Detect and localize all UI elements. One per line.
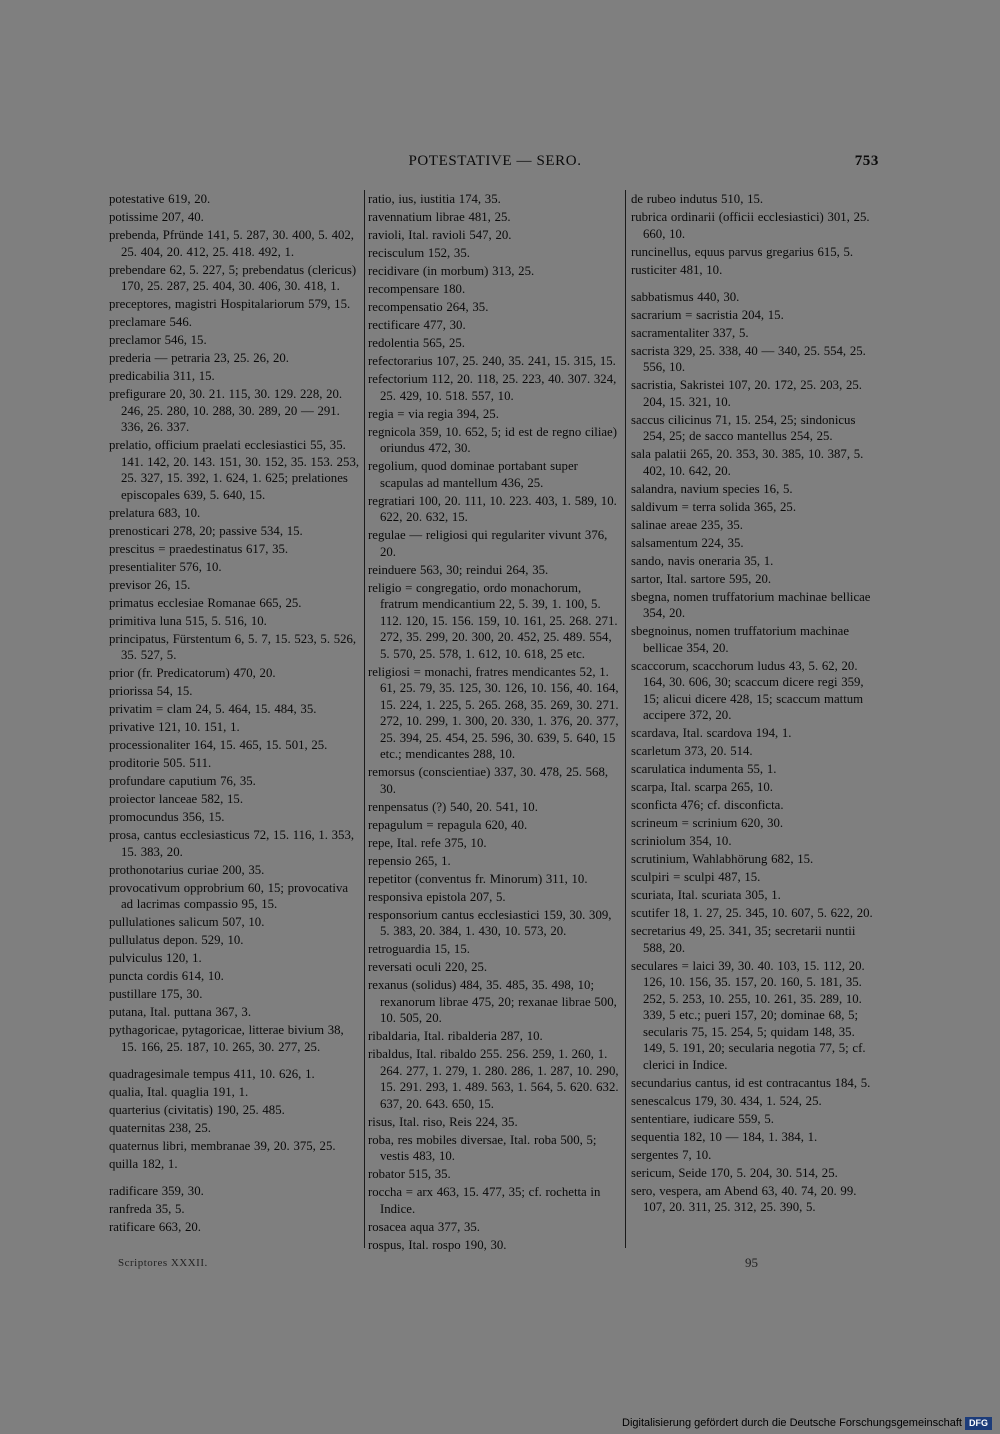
index-entry: recompensatio 264, 35. xyxy=(368,300,489,314)
index-entry: robator 515, 35. xyxy=(368,1167,451,1181)
index-entry: pullulationes salicum 507, 10. xyxy=(109,915,265,929)
index-entry: repensio 265, 1. xyxy=(368,853,451,868)
index-entry: religiosi = monachi, fratres mendicantes 52, 1. 61, 25. 79, 35. 125, 30. 126, 10. 156, 40. 164, 15. 224, 1. 225, 5. 265. 268, 35. 269, 30. 271. 272, 10. 299, 1. 300, 20. 330, 1. 376, 20. 377, 25. 394, 25. 454, 25. 596, 30. 639, 5. 640, 15 etc.; mendicantes 288, 10. xyxy=(368,664,619,761)
index-entry: sericum, Seide 170, 5. 204, 30. 514, 25. xyxy=(631,1165,838,1180)
index-entry: seculares = laici 39, 30. 40. 103, 15. 112, 20. 126, 10. 156, 35. 157, 20. 160, 5. 181, 35. 252, 5. 253, 10. 255, 10. 261, 35. 289, 10. 339, 5 etc.; pueri 157, 20; dominae 68, 5; secularis 75, 15. 254, 5; quidam 148, 35. 149, 5. 191, 20; secularia negotia 77, 5; cf. clerici in Indice. xyxy=(631,958,866,1072)
index-entry: scutifer 18, 1. 27, 25. 345, 10. 607, 5. 622, 20. xyxy=(631,906,873,920)
index-entry: quilla 182, 1. xyxy=(109,1156,178,1171)
index-entry: pythagoricae, pytagoricae, litterae bivium 38, 15. 166, 25. 187, 10. 265, 30. 277, 25. xyxy=(109,1023,344,1054)
running-header xyxy=(0,153,1000,173)
index-entry: salandra, navium species 16, 5. xyxy=(631,481,793,496)
index-entry: salsamentum 224, 35. xyxy=(631,535,744,550)
index-entry: ratio, ius, iustitia 174, 35. xyxy=(368,192,501,206)
index-entry: privatim = clam 24, 5. 464, 15. 484, 35. xyxy=(109,702,317,716)
index-entry: ribaldus, Ital. ribaldo 255. 256. 259, 1. 260, 1. 264. 277, 1. 279, 1. 280. 286, 1. 287, 10. 290, 15. 291. 293, 1. 489. 563, 1. 564, 5. 620. 632. 637, 20. 643. 650, 15. xyxy=(368,1047,619,1111)
index-entry: sartor, Ital. sartore 595, 20. xyxy=(631,571,772,586)
index-entry: runcinellus, equus parvus gregarius 615, 5. xyxy=(631,244,854,259)
index-entry: roccha = arx 463, 15. 477, 35; cf. rochetta in Indice. xyxy=(368,1185,601,1216)
index-entry: regia = via regia 394, 25. xyxy=(368,406,499,421)
index-entry: sala palatii 265, 20. 353, 30. 385, 10. 387, 5. 402, 10. 642, 20. xyxy=(631,447,864,478)
index-entry: refectorium 112, 20. 118, 25. 223, 40. 307. 324, 25. 429, 10. 518. 557, 10. xyxy=(368,372,617,403)
index-entry: prebenda, Pfründe 141, 5. 287, 30. 400, 5. 402, 25. 404, 20. 412, 25. 418. 492, 1. xyxy=(109,228,354,259)
index-entry: prior (fr. Predicatorum) 470, 20. xyxy=(109,666,276,680)
page-number: 753 xyxy=(854,153,879,169)
credit-text: Digitalisierung gefördert durch die Deutsche Forschungsgemeinschaft xyxy=(622,1417,962,1429)
index-entry: preclamare 546. xyxy=(109,315,192,329)
index-entry: repetitor (conventus fr. Minorum) 311, 10. xyxy=(368,871,588,886)
index-entry: prelatura 683, 10. xyxy=(109,505,201,520)
index-entry: reinduere 563, 30; reindui 264, 35. xyxy=(368,562,549,577)
index-entry: ratificare 663, 20. xyxy=(109,1219,201,1234)
index-entry: prenosticari 278, 20; passive 534, 15. xyxy=(109,523,303,538)
index-entry: regolium, quod dominae portabant super scapulas ad mantellum 436, 25. xyxy=(368,459,578,490)
index-entry: quaternitas 238, 25. xyxy=(109,1120,211,1135)
index-entry: proditorie 505. 511. xyxy=(109,756,212,770)
index-entry: putana, Ital. puttana 367, 3. xyxy=(109,1005,252,1019)
index-entry: processionaliter 164, 15. 465, 15. 501, 25. xyxy=(109,738,328,752)
index-entry: privative 121, 10. 151, 1. xyxy=(109,720,240,734)
index-entry: ravioli, Ital. ravioli 547, 20. xyxy=(368,228,512,242)
dfg-credit-bar xyxy=(0,1416,1000,1434)
entry-gap xyxy=(631,280,880,289)
index-entry: pustillare 175, 30. xyxy=(109,987,203,1001)
index-entry: rosacea aqua 377, 35. xyxy=(368,1219,481,1234)
index-entry: reversati oculi 220, 25. xyxy=(368,960,488,974)
index-entry: sbegna, nomen truffatorium machinae bellicae 354, 20. xyxy=(631,589,871,620)
index-entry: preclamor 546, 15. xyxy=(109,333,207,347)
index-entry: preceptores, magistri Hospitalariorum 579, 15. xyxy=(109,297,351,311)
index-entry: primatus ecclesiae Romanae 665, 25. xyxy=(109,595,302,610)
index-entry: scarulatica indumenta 55, 1. xyxy=(631,762,777,776)
index-entry: promocundus 356, 15. xyxy=(109,810,225,824)
index-entry: ravennatium librae 481, 25. xyxy=(368,210,511,224)
index-entry: qualia, Ital. quaglia 191, 1. xyxy=(109,1084,249,1099)
index-entry: pullulatus depon. 529, 10. xyxy=(109,933,244,947)
index-entry: redolentia 565, 25. xyxy=(368,336,465,350)
index-entry: radificare 359, 30. xyxy=(109,1183,204,1198)
index-entry: sergentes 7, 10. xyxy=(631,1147,712,1162)
index-entry: scarpa, Ital. scarpa 265, 10. xyxy=(631,780,773,794)
index-entry: responsiva epistola 207, 5. xyxy=(368,889,506,904)
index-entry: saccus cilicinus 71, 15. 254, 25; sindonicus 254, 25; de sacco mantellus 254, 25. xyxy=(631,412,856,443)
index-entry: renpensatus (?) 540, 20. 541, 10. xyxy=(368,799,538,814)
index-entry: ranfreda 35, 5. xyxy=(109,1201,185,1216)
index-entry: rusticiter 481, 10. xyxy=(631,262,723,277)
index-entry: roba, res mobiles diversae, Ital. roba 500, 5; vestis 483, 10. xyxy=(368,1132,597,1163)
dfg-logo: DFG xyxy=(965,1417,992,1430)
index-entry: prebendare 62, 5. 227, 5; prebendatus (clericus) 170, 25. 287, 25. 404, 30. 406, 30. 418, 1. xyxy=(109,262,357,293)
index-entry: prelatio, officium praelati ecclesiastici 55, 35. 141. 142, 20. 143. 151, 30. 152, 35. 153. 253, 25. 327, 15. 392, 1. 624, 1. 625; prelationes episcopales 639, 5. 640, 15. xyxy=(109,438,360,502)
index-entry: scrineum = scrinium 620, 30. xyxy=(631,816,784,830)
index-entry: risus, Ital. riso, Reis 224, 35. xyxy=(368,1114,518,1129)
index-entry: prescitus = praedestinatus 617, 35. xyxy=(109,541,289,556)
index-entry: retroguardia 15, 15. xyxy=(368,942,470,956)
index-entry: predicabilia 311, 15. xyxy=(109,369,215,383)
column-rule xyxy=(364,190,365,1248)
index-entry: priorissa 54, 15. xyxy=(109,684,193,698)
index-entry: sequentia 182, 10 — 184, 1. 384, 1. xyxy=(631,1129,818,1144)
index-entry: previsor 26, 15. xyxy=(109,577,191,592)
index-entry: profundare caputium 76, 35. xyxy=(109,774,256,788)
index-column-2 xyxy=(368,191,622,1255)
index-entry: recidivare (in morbum) 313, 25. xyxy=(368,264,535,278)
index-entry: quarterius (civitatis) 190, 25. 485. xyxy=(109,1102,285,1117)
series-label: Scriptores XXXII. xyxy=(118,1257,208,1269)
index-entry: principatus, Fürstentum 6, 5. 7, 15. 523, 5. 526, 35. 527, 5. xyxy=(109,631,357,662)
index-entry: de rubeo indutus 510, 15. xyxy=(631,192,764,206)
index-entry: puncta cordis 614, 10. xyxy=(109,969,224,983)
index-entry: provocativum opprobrium 60, 15; provocativa ad lacrimas compassio 95, 15. xyxy=(109,880,349,911)
index-entry: potissime 207, 40. xyxy=(109,210,204,224)
index-entry: rexanus (solidus) 484, 35. 485, 35. 498, 10; rexanorum librae 475, 20; rexanae librae 500, 10. 505, 20. xyxy=(368,978,617,1025)
index-entry: religio = congregatio, ordo monachorum, fratrum mendicantium 22, 5. 39, 1. 100, 5. 112. 120, 15. 156. 159, 10. 161, 25. 268. 271. 272, 35. 299, 20. 300, 20. 452, 25. 489. 554, 5. 570, 25. 578, 1. 612, 10. 618, 25 etc. xyxy=(368,580,618,661)
index-entry: primitiva luna 515, 5. 516, 10. xyxy=(109,613,267,628)
index-entry: salinae areae 235, 35. xyxy=(631,517,743,532)
index-entry: scaccorum, scacchorum ludus 43, 5. 62, 20. 164, 30. 606, 30; scaccum dicere regi 359, 15; alicui dicere 428, 15; scaccum mattum accipere 372, 20. xyxy=(631,658,864,722)
index-entry: repe, Ital. refe 375, 10. xyxy=(368,835,487,850)
index-entry: sacristia, Sakristei 107, 20. 172, 25. 203, 25. 204, 15. 321, 10. xyxy=(631,378,862,409)
index-entry: prefigurare 20, 30. 21. 115, 30. 129. 228, 20. 246, 25. 280, 10. 288, 30. 289, 20 — 291. 336, 26. 337. xyxy=(109,387,343,434)
index-column-1 xyxy=(109,191,362,1237)
index-entry: presentialiter 576, 10. xyxy=(109,559,222,574)
index-entry: recompensare 180. xyxy=(368,282,466,296)
index-entry: prothonotarius curiae 200, 35. xyxy=(109,862,265,877)
index-entry: proiector lanceae 582, 15. xyxy=(109,792,244,806)
index-entry: regratiari 100, 20. 111, 10. 223. 403, 1. 589, 10. 622, 20. 632, 15. xyxy=(368,493,617,524)
index-entry: remorsus (conscientiae) 337, 30. 478, 25. 568, 30. xyxy=(368,765,609,796)
index-entry: saldivum = terra solida 365, 25. xyxy=(631,499,797,514)
index-entry: sacrarium = sacristia 204, 15. xyxy=(631,307,784,322)
index-entry: sero, vespera, am Abend 63, 40. 74, 20. 99. 107, 20. 311, 25. 312, 25. 390, 5. xyxy=(631,1183,857,1214)
index-entry: repagulum = repagula 620, 40. xyxy=(368,817,528,832)
signature-mark: 95 xyxy=(745,1255,758,1270)
index-entry: responsorium cantus ecclesiastici 159, 30. 309, 5. 383, 20. 384, 1. 430, 10. 573, 20. xyxy=(368,907,612,938)
index-entry: secundarius cantus, id est contracantus 184, 5. xyxy=(631,1075,871,1090)
page-title: POTESTATIVE — SERO. xyxy=(408,153,582,169)
index-entry: rubrica ordinarii (officii ecclesiastici) 301, 25. 660, 10. xyxy=(631,210,870,241)
index-entry: refectorarius 107, 25. 240, 35. 241, 15. 315, 15. xyxy=(368,354,616,368)
index-entry: pulviculus 120, 1. xyxy=(109,951,202,965)
index-entry: scarletum 373, 20. 514. xyxy=(631,744,753,758)
index-entry: sculpiri = sculpi 487, 15. xyxy=(631,870,761,884)
index-entry: regnicola 359, 10. 652, 5; id est de regno ciliae) oriundus 472, 30. xyxy=(368,424,617,455)
index-entry: regulae — religiosi qui regulariter vivunt 376, 20. xyxy=(368,528,608,559)
index-entry: scriniolum 354, 10. xyxy=(631,834,732,848)
index-entry: scuriata, Ital. scuriata 305, 1. xyxy=(631,888,781,902)
index-entry: prederia — petraria 23, 25. 26, 20. xyxy=(109,351,289,365)
index-entry: scrutinium, Wahlabhörung 682, 15. xyxy=(631,852,814,866)
entry-gap xyxy=(109,1057,362,1066)
index-entry: quaternus libri, membranae 39, 20. 375, 25. xyxy=(109,1138,336,1153)
index-entry: sententiare, iudicare 559, 5. xyxy=(631,1111,774,1126)
index-entry: rospus, Ital. rospo 190, 30. xyxy=(368,1237,507,1252)
index-entry: prosa, cantus ecclesiasticus 72, 15. 116, 1. 353, 15. 383, 20. xyxy=(109,828,355,859)
index-entry: sbegnoinus, nomen truffatorium machinae bellicae 354, 20. xyxy=(631,624,850,655)
index-entry: secretarius 49, 25. 341, 35; secretarii nuntii 588, 20. xyxy=(631,924,856,955)
index-entry: ribaldaria, Ital. ribalderia 287, 10. xyxy=(368,1029,543,1043)
index-entry: rectificare 477, 30. xyxy=(368,318,466,332)
index-entry: recisculum 152, 35. xyxy=(368,246,470,260)
index-entry: sando, navis oneraria 35, 1. xyxy=(631,553,774,568)
index-entry: quadragesimale tempus 411, 10. 626, 1. xyxy=(109,1066,315,1081)
entry-gap xyxy=(109,1174,362,1183)
index-entry: potestative 619, 20. xyxy=(109,192,211,206)
index-entry: sacrista 329, 25. 338, 40 — 340, 25. 554, 25. 556, 10. xyxy=(631,343,866,374)
index-entry: sconficta 476; cf. disconficta. xyxy=(631,798,784,812)
index-entry: senescalcus 179, 30. 434, 1. 524, 25. xyxy=(631,1093,822,1108)
index-entry: scardava, Ital. scardova 194, 1. xyxy=(631,726,792,740)
index-entry: sacramentaliter 337, 5. xyxy=(631,325,749,340)
index-entry: sabbatismus 440, 30. xyxy=(631,289,740,304)
column-rule xyxy=(625,190,626,1248)
index-column-3 xyxy=(631,191,880,1217)
